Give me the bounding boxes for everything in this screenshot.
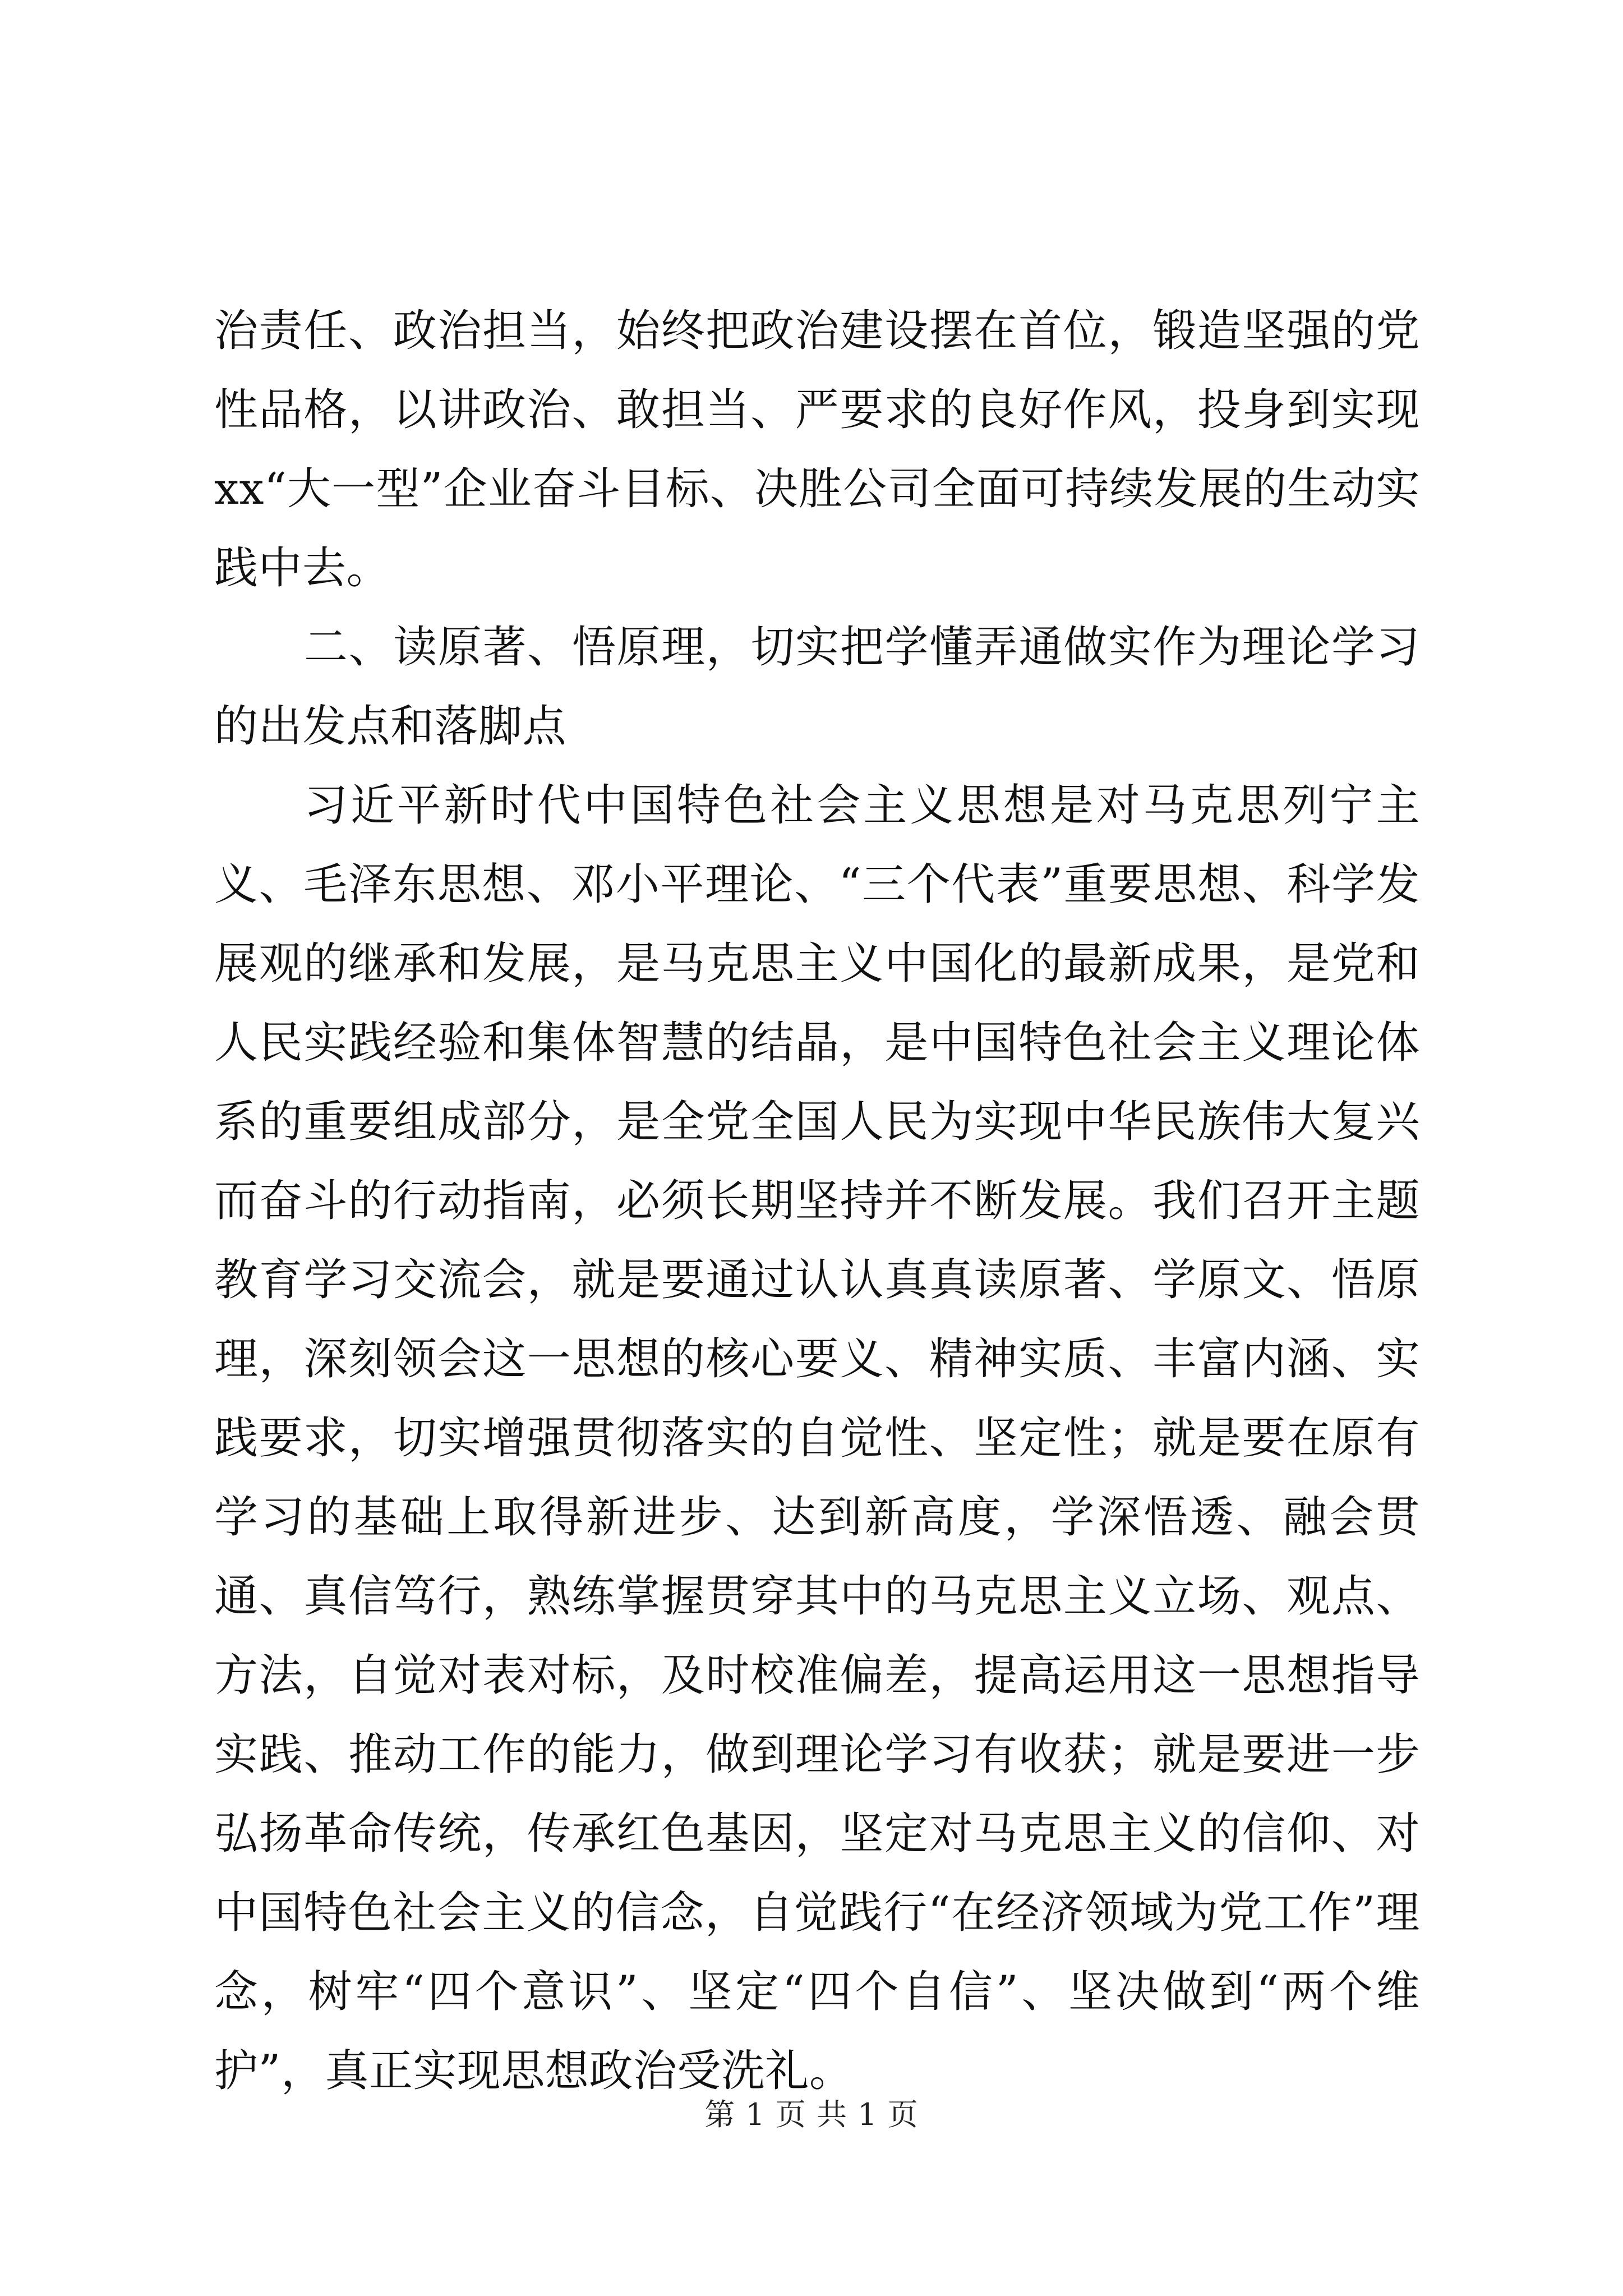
paragraph-continuation: 治责任、政治担当，始终把政治建设摆在首位，锻造坚强的党性品格，以讲政治、敢担当、严要求的良好作风，投身到实现xx“大一型”企业奋斗目标、决胜公司全面可持续发展的生动实践中去。 [214, 306, 1420, 593]
paragraph-main: 习近平新时代中国特色社会主义思想是对马克思列宁主义、毛泽东思想、邓小平理论、“三个代表”重要思想、科学发展观的继承和发展，是马克思主义中国化的最新成果，是党和人民实践经验和集体智慧的结晶，是中国特色社会主义理论体系的重要组成部分，是全党全国人民为实现中华民族伟大复兴而奋斗的行动指南，必须长期坚持并不断发展。我们召开主题教育学习交流会，就是要通过认认真真读原著、学原文、悟原理，深刻领会这一思想的核心要义、精神实质、丰富内涵、实践要求，切实增强贯彻落实的自觉性、坚定性；就是要在原有学习的基础上取得新进步、达到新高度，学深悟透、融会贯通、真信笃行，熟练掌握贯穿其中的马克思主义立场、观点、方法，自觉对表对标，及时校准偏差，提高运用这一思想指导实践、推动工作的能力，做到理论学习有收获；就是要进一步弘扬革命传统，传承红色基因，坚定对马克思主义的信仰、对中国特色社会主义的信念，自觉践行“在经济领域为党工作”理念，树牢“四个意识”、坚定“四个自信”、坚决做到“两个维护”，真正实现思想政治受洗礼。 [214, 780, 1420, 2096]
document-body [214, 292, 1420, 2111]
section-heading-two: 二、读原著、悟原理，切实把学懂弄通做实作为理论学习的出发点和落脚点 [214, 622, 1420, 752]
page-number-label: 第 1 页 共 1 页 [704, 2097, 919, 2132]
page-footer [0, 2095, 1623, 2134]
